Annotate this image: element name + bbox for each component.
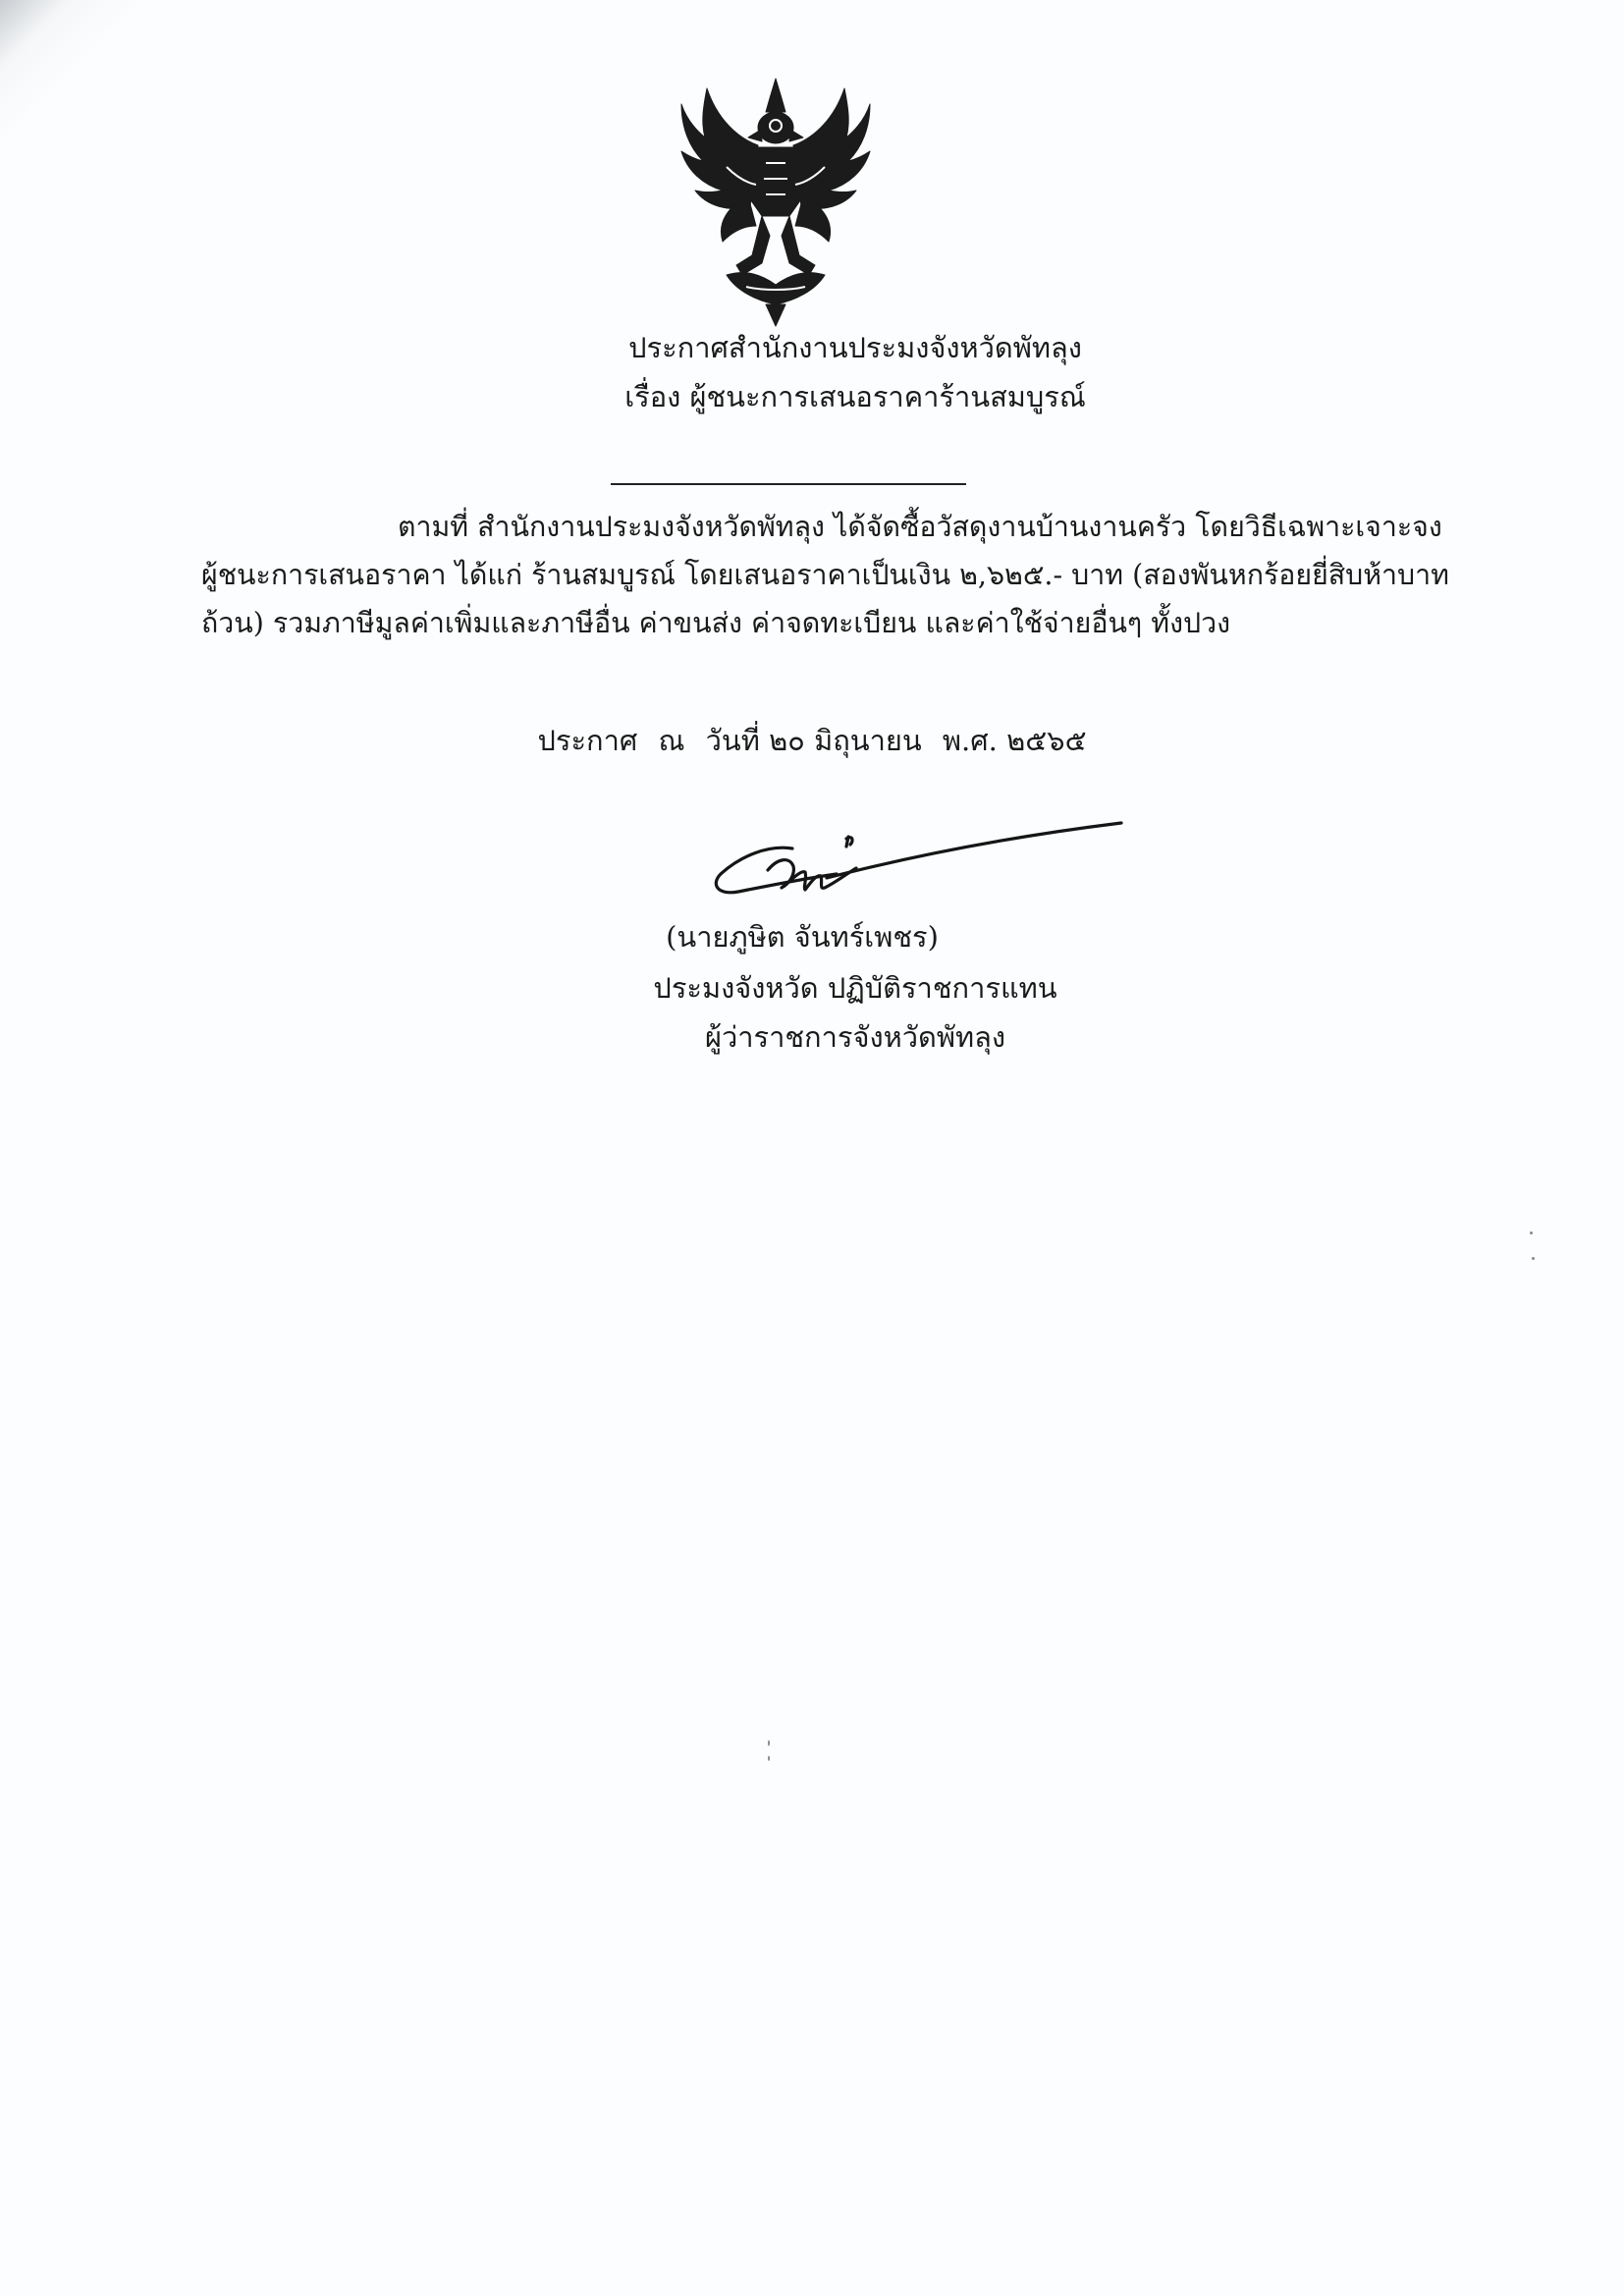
garuda-emblem-icon: [668, 69, 884, 329]
scan-speck: [768, 1740, 770, 1746]
body-paragraph: [201, 503, 1507, 647]
body-line-1-text: ตามที่ สำนักงานประมงจังหวัดพัทลุง ได้จัดซื้อวัสดุงานบ้านงานครัว โดยวิธีเฉพาะเจาะจง: [398, 511, 1442, 543]
announcement-title: ประกาศสำนักงานประมงจังหวัดพัทลุง: [628, 331, 1082, 364]
announcement-subject: เรื่อง ผู้ชนะการเสนอราคาร้านสมบูรณ์: [624, 380, 1086, 413]
signatory-position-secondary: ผู้ว่าราชการจังหวัดพัทลุง: [704, 1020, 1006, 1054]
scan-speck: [1530, 1231, 1533, 1234]
handwritten-signature: [699, 809, 1131, 917]
scan-edge-shadow: [0, 0, 157, 157]
date-at: ณ: [658, 724, 685, 757]
signatory-position: ประมงจังหวัด ปฏิบัติราชการแทน: [653, 971, 1057, 1005]
scan-speck: [1532, 1257, 1535, 1260]
body-line-1: [201, 503, 1507, 551]
date-prefix: ประกาศ: [537, 724, 638, 757]
date-day: วันที่ ๒๐ มิถุนายน: [705, 724, 922, 757]
date-year: พ.ศ. ๒๕๖๕: [942, 724, 1087, 757]
signatory-name: (นายภูษิต จันทร์เพชร): [666, 920, 939, 954]
body-line-2: ผู้ชนะการเสนอราคา ได้แก่ ร้านสมบูรณ์ โดยเสนอราคาเป็นเงิน ๒,๖๒๕.- บาท (สองพันหกร้อยยี่สิบห้าบาท: [201, 559, 1449, 591]
announcement-date: [0, 721, 1624, 760]
divider: [611, 483, 966, 485]
body-line-3: ถ้วน) รวมภาษีมูลค่าเพิ่มและภาษีอื่น ค่าขนส่ง ค่าจดทะเบียน และค่าใช้จ่ายอื่นๆ ทั้งปวง: [201, 607, 1231, 639]
scan-speck: [768, 1756, 770, 1761]
